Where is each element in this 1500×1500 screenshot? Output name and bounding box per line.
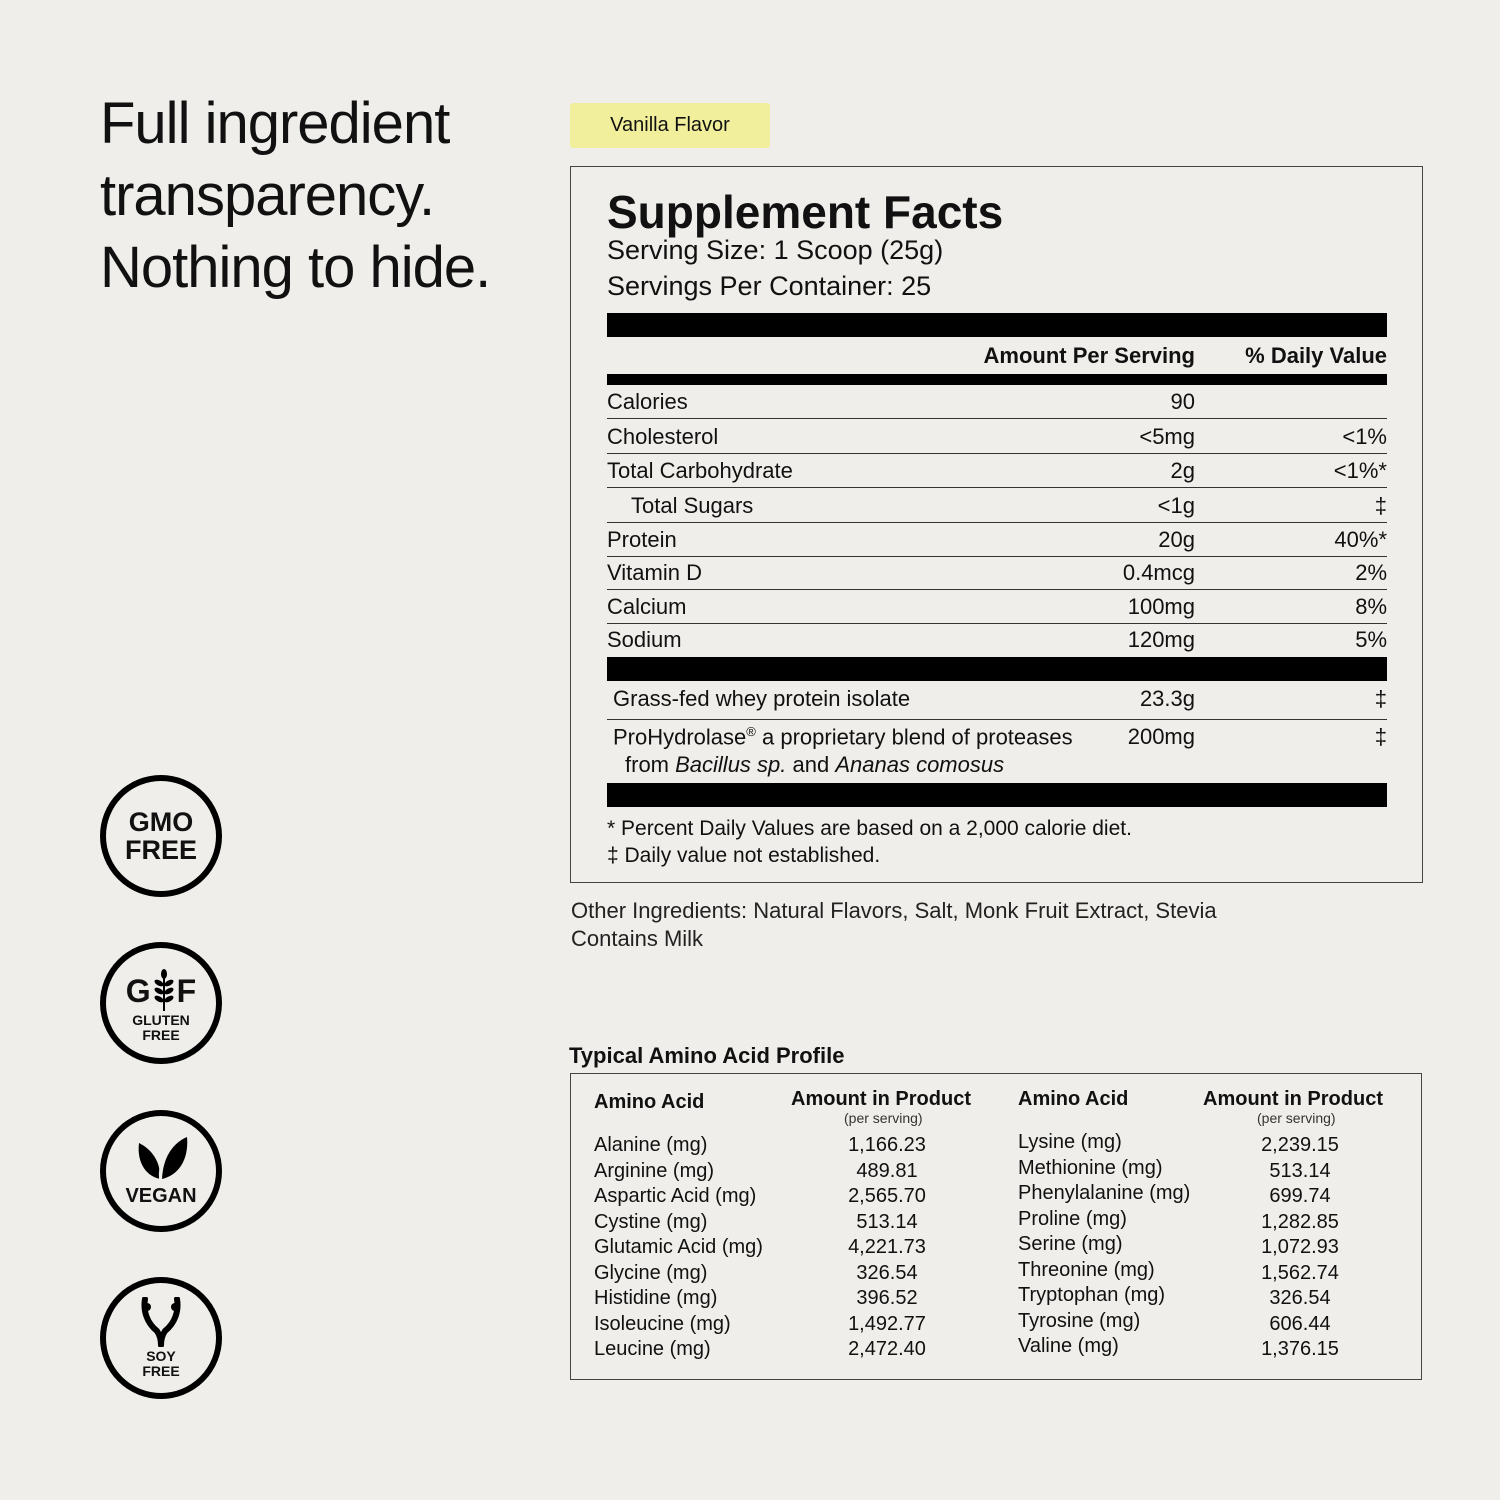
amino-acid-value: 699.74 bbox=[1269, 1185, 1331, 1207]
row-dv: 8% bbox=[1355, 594, 1387, 619]
amino-acid-name: Proline (mg) bbox=[1018, 1207, 1127, 1230]
amino-acid-name: Isoleucine (mg) bbox=[594, 1312, 731, 1335]
facts-row bbox=[607, 623, 1387, 657]
row-dv: 2% bbox=[1355, 560, 1387, 585]
amino-acid-name: Lysine (mg) bbox=[1018, 1131, 1122, 1153]
amino-acid-value: 1,072.93 bbox=[1261, 1236, 1339, 1258]
amino-list-right-values bbox=[1220, 1133, 1380, 1363]
leaf-icon bbox=[133, 1135, 189, 1181]
ingredient-name-part: Bacillus sp. bbox=[675, 752, 787, 777]
ingredient-dv: ‡ bbox=[1374, 686, 1387, 711]
row-amount: <1g bbox=[1157, 493, 1195, 518]
amino-acid-value: 1,562.74 bbox=[1261, 1261, 1339, 1284]
amino-acid-value: 2,472.40 bbox=[848, 1338, 926, 1360]
ingredient-amount: 23.3g bbox=[1139, 686, 1195, 711]
thick-divider bbox=[607, 313, 1387, 337]
ingredient-row bbox=[607, 724, 1387, 784]
thick-divider bbox=[607, 783, 1387, 807]
gf-letters bbox=[126, 969, 196, 1013]
thick-divider bbox=[607, 657, 1387, 681]
row-amount: 120mg bbox=[1127, 627, 1195, 652]
amino-acid-value: 2,239.15 bbox=[1261, 1134, 1339, 1156]
amino-list-right-names bbox=[1018, 1130, 1190, 1360]
col-amount-sub: (per serving) bbox=[1257, 1110, 1336, 1126]
flavor-tag: Vanilla Flavor bbox=[570, 103, 770, 148]
headline bbox=[100, 88, 490, 304]
soy-free-label bbox=[142, 1349, 179, 1379]
vegan-badge bbox=[100, 1110, 222, 1232]
facts-row bbox=[607, 420, 1387, 454]
amino-acid-value: 513.14 bbox=[856, 1210, 918, 1233]
row-name: Protein bbox=[607, 527, 677, 552]
amino-acid-name: Cystine (mg) bbox=[594, 1210, 708, 1233]
headline-line-2: transparency. bbox=[100, 163, 435, 228]
facts-row bbox=[607, 489, 1387, 523]
row-amount: 20g bbox=[1158, 527, 1195, 552]
row-name: Calcium bbox=[607, 594, 687, 619]
ingredient-name-part: and bbox=[786, 752, 836, 777]
amino-list-left-values bbox=[807, 1133, 967, 1363]
row-name: Vitamin D bbox=[607, 560, 702, 585]
amino-acid-name: Tryptophan (mg) bbox=[1018, 1284, 1166, 1306]
ingredient-amount: 200mg bbox=[1127, 724, 1195, 749]
row-dv: <1%* bbox=[1333, 458, 1387, 483]
amino-acid-name: Threonine (mg) bbox=[1018, 1258, 1155, 1281]
amino-acid-name: Leucine (mg) bbox=[594, 1338, 711, 1360]
soybean-icon bbox=[139, 1297, 183, 1347]
soy-free-badge bbox=[100, 1277, 222, 1399]
col-amino-acid: Amino Acid bbox=[594, 1091, 705, 1113]
serving-size: Serving Size: 1 Scoop (25g) bbox=[607, 235, 944, 265]
registered-mark: ® bbox=[746, 724, 756, 739]
wheat-icon bbox=[153, 969, 175, 1013]
ingredient-name-part: from bbox=[625, 752, 676, 777]
amino-acid-name: Methionine (mg) bbox=[1018, 1156, 1163, 1179]
row-amount: 2g bbox=[1170, 458, 1195, 483]
facts-title: Supplement Facts bbox=[607, 186, 1004, 238]
amino-acid-name: Phenylalanine (mg) bbox=[1018, 1182, 1191, 1204]
amino-acid-value: 606.44 bbox=[1269, 1312, 1331, 1335]
footnote-percent: * Percent Daily Values are based on a 2,000 calorie diet. bbox=[607, 817, 1132, 840]
servings-per-container: Servings Per Container: 25 bbox=[607, 271, 932, 301]
ingredient-name-line-2 bbox=[625, 752, 1004, 778]
row-name: Cholesterol bbox=[607, 424, 719, 449]
header-amount: Amount Per Serving bbox=[983, 343, 1195, 368]
facts-row bbox=[607, 523, 1387, 557]
row-amount: <5mg bbox=[1139, 424, 1195, 449]
amino-acid-name: Serine (mg) bbox=[1018, 1233, 1123, 1255]
col-amount: Amount in Product bbox=[791, 1088, 971, 1110]
ingredient-dv: ‡ bbox=[1374, 724, 1387, 749]
amino-acid-value: 326.54 bbox=[856, 1261, 918, 1284]
facts-row bbox=[607, 385, 1387, 419]
row-dv: <1% bbox=[1342, 424, 1387, 449]
col-amount-sub: (per serving) bbox=[844, 1110, 923, 1126]
badge-text: SOY bbox=[146, 1348, 176, 1364]
gmo-free-icon bbox=[125, 808, 197, 864]
row-name: Sodium bbox=[607, 627, 682, 652]
headline-line-1: Full ingredient bbox=[100, 91, 450, 156]
row-dv: 40%* bbox=[1334, 527, 1387, 552]
amino-acid-value: 396.52 bbox=[856, 1287, 918, 1309]
amino-acid-name: Tyrosine (mg) bbox=[1018, 1309, 1141, 1332]
amino-acid-value: 489.81 bbox=[856, 1159, 918, 1182]
ingredient-name-part: Ananas comosus bbox=[835, 752, 1005, 777]
row-amount: 100mg bbox=[1127, 594, 1195, 619]
badge-text: VEGAN bbox=[125, 1185, 197, 1207]
ingredient-row bbox=[607, 686, 1387, 720]
amino-profile-title: Typical Amino Acid Profile bbox=[569, 1043, 845, 1068]
ingredient-name-part: ProHydrolase bbox=[613, 724, 747, 750]
gmo-free-badge bbox=[100, 775, 222, 897]
amino-acid-name: Arginine (mg) bbox=[594, 1159, 715, 1182]
amino-acid-value: 4,221.73 bbox=[848, 1236, 926, 1258]
amino-acid-value: 2,565.70 bbox=[848, 1185, 926, 1207]
amino-acid-value: 513.14 bbox=[1269, 1159, 1331, 1182]
facts-row bbox=[607, 556, 1387, 590]
headline-line-3: Nothing to hide. bbox=[100, 235, 491, 300]
amino-profile-table bbox=[570, 1073, 1422, 1380]
row-dv: 5% bbox=[1355, 627, 1387, 652]
other-ingredients-block bbox=[571, 897, 1217, 953]
badge-text: FREE bbox=[142, 1027, 180, 1043]
amino-list-left-names bbox=[594, 1133, 763, 1363]
amino-acid-name: Glutamic Acid (mg) bbox=[594, 1236, 763, 1258]
amino-acid-name: Glycine (mg) bbox=[594, 1261, 708, 1284]
facts-row bbox=[607, 454, 1387, 488]
footnote-dagger: ‡ Daily value not established. bbox=[607, 844, 881, 867]
amino-acid-name: Aspartic Acid (mg) bbox=[594, 1185, 757, 1207]
amino-acid-value: 1,282.85 bbox=[1261, 1210, 1339, 1233]
badge-text: FREE bbox=[142, 1363, 180, 1379]
gluten-free-label bbox=[132, 1013, 190, 1043]
ingredient-name: Grass-fed whey protein isolate bbox=[613, 686, 911, 711]
amino-acid-name: Alanine (mg) bbox=[594, 1134, 708, 1156]
badge-text: GMO bbox=[128, 807, 194, 837]
row-dv: ‡ bbox=[1374, 493, 1387, 518]
badge-text: FREE bbox=[124, 835, 197, 865]
amino-acid-name: Histidine (mg) bbox=[594, 1287, 718, 1309]
badge-text: G bbox=[125, 973, 151, 1009]
badge-text: GLUTEN bbox=[132, 1012, 190, 1028]
facts-row bbox=[607, 590, 1387, 624]
medium-divider bbox=[607, 374, 1387, 385]
ingredient-name bbox=[613, 724, 1073, 750]
allergen-statement: Contains Milk bbox=[571, 926, 704, 951]
gluten-free-badge bbox=[100, 942, 222, 1064]
row-name: Total Sugars bbox=[631, 493, 754, 518]
amino-acid-value: 326.54 bbox=[1269, 1287, 1331, 1309]
row-amount: 90 bbox=[1170, 389, 1195, 414]
header-daily-value: % Daily Value bbox=[1245, 343, 1387, 368]
ingredient-name-part: a proprietary blend of proteases bbox=[755, 724, 1073, 750]
amino-acid-name: Valine (mg) bbox=[1018, 1335, 1119, 1357]
badge-text: F bbox=[176, 973, 197, 1009]
amino-acid-value: 1,166.23 bbox=[848, 1134, 926, 1156]
col-amino-acid: Amino Acid bbox=[1018, 1088, 1129, 1110]
row-name: Calories bbox=[607, 389, 688, 414]
amino-acid-value: 1,376.15 bbox=[1261, 1338, 1339, 1360]
col-amount: Amount in Product bbox=[1203, 1088, 1383, 1110]
other-ingredients: Other Ingredients: Natural Flavors, Salt, Monk Fruit Extract, Stevia bbox=[571, 898, 1217, 923]
amino-acid-value: 1,492.77 bbox=[848, 1312, 926, 1335]
row-name: Total Carbohydrate bbox=[607, 458, 793, 483]
supplement-facts-panel bbox=[570, 166, 1423, 883]
row-amount: 0.4mcg bbox=[1122, 560, 1195, 585]
